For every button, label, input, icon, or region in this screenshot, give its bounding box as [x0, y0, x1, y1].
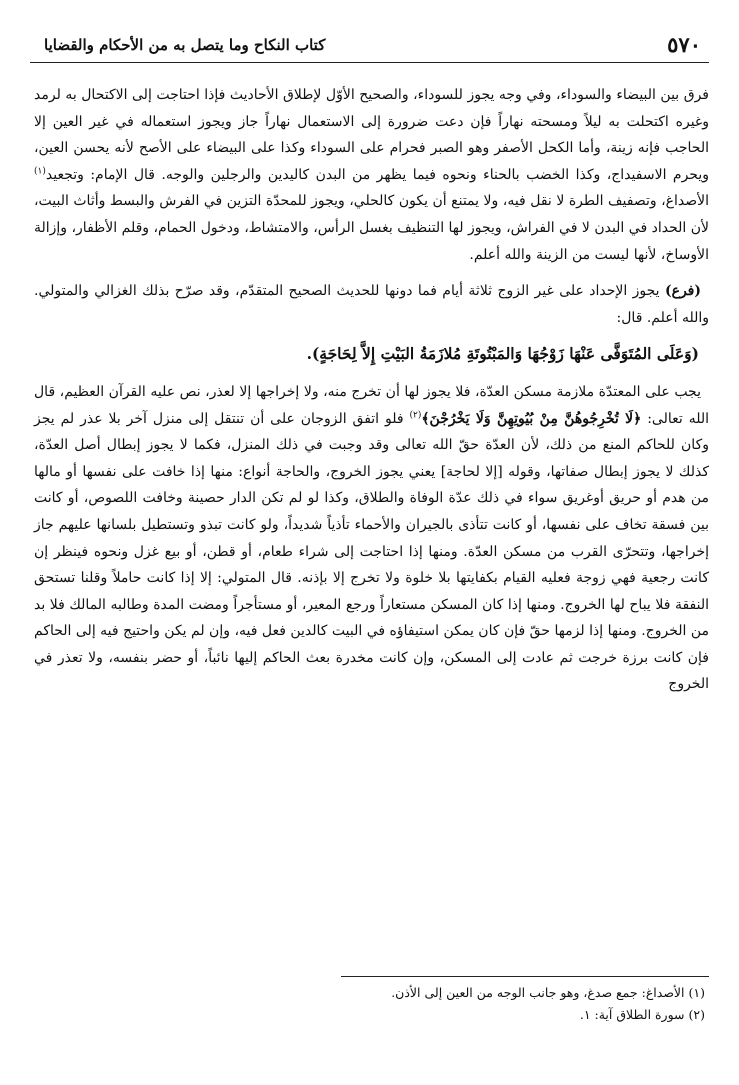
footnote-marker-2: (٢) [409, 409, 422, 420]
footnote-divider [341, 976, 709, 977]
matn-line [34, 341, 709, 369]
branch-label: (فرع) [664, 283, 701, 300]
page-header [30, 30, 709, 63]
running-title: كتاب النكاح وما يتصل به من الأحكام والقضايا [44, 36, 326, 54]
footnote-1: (١) الأصداغ: جمع صدغ، وهو جانب الوجه من العين إلى الأذن. [391, 985, 705, 1000]
matn-text: (وَعَلَى المُتَوَفَّى عَنْهَا زَوْجُهَا وَالمَبْتُوتَةِ مُلازَمَةُ البَيْتِ إِلاَّ لِحَاجَةٍ). [306, 344, 699, 364]
quran-verse: ﴿لَا تُخْرِجُوهُنَّ مِنْ بُيُوتِهِنَّ وَلَا يَخْرُجْنَ﴾ [421, 410, 642, 427]
paragraph-3: يجب على المعتدّة ملازمة مسكن العدّة، فلا يجوز لها أن تخرج منه، ولا إخراجها إلا لعذر، نص عليه القرآن العظيم، قال الله تعالى: ﴿لَا تُخْرِجُوهُنَّ مِنْ بُيُوتِهِنَّ وَلَا يَخْرُجْنَ﴾$^{(٢)}$ فلو اتفق الزوجان على أن تنتقل إلى منزل آخر بلا عذر لم يجز وكان للحاكم المنع من ذلك، لأن العدّة حقّ الله تعالى وقد وجبت في ذلك المنزل، فكما لا يجوز إبطال أصل العدّة، كذلك لا يجوز إبطال صفاتها، وقوله [إلا لحاجة] يعني يجوز الخروج، والحاجة أنواع: منها إذا خافت على نفسها أو مالها من هدم أو حريق أوغريق سواء في ذلك عدّة الوفاة والطلاق، وكذا لو لم تكن الدار حصينة وخافت اللصوص، أو كانت بين فسقة تخاف على نفسها، أو كانت تتأذى بالجيران والأحماء تأذياً شديداً، ولو كانت تبذو وتستطيل بلسانها عليهم جاز إخراجها، وتتحرّى القرب من مسكن العدّة. ومنها إذا احتاجت إلى شراء طعام، أو قطن، أو بيع غزل ونحوه فينظر إن كانت رجعية فهي زوجة فعليه القيام بكفايتها بلا خلوة ولا تخرج إلا بإذنه. قال المتولي: إلا إذا كانت حاملاً وقلنا تستحق النفقة فلا يباح لها الخروج. ومنها إذا كان المسكن مستعاراً ورجع المعير، أو مستأجراً ومضت المدة وطالبه المالك فلا بد من الخروج. ومنها إذا لزمها حقّ فإن كان يمكن استيفاؤه في البيت كالدين فعل فيه، وإن لم يكن واحتيج فيه إلى الحاكم فإن كانت برزة خرجت ثم عادت إلى المسكن، وإن كانت مخدرة بعث الحاكم إليها نائباً، أو حضر بنفسه، ولا تعذر في الخروج [34, 383, 710, 693]
paragraph-1: فرق بين البيضاء والسوداء، وفي وجه يجوز للسوداء، والصحيح الأوّل لإطلاق الأحاديث فإذا احتاجت إلى الاكتحال به لرمد وغيره اكتحلت به ليلاً ومسحته نهاراً فإن دعت ضرورة إلى الاستعمال نهاراً جاز ويجوز استعماله في غير العين إلا الحاجب فإنه زينة، وأما الكحل الأصفر وهو الصبر فحرام على السوداء وكذا على البيضاء على الأصح لأنه يحسن العين، ويحرم الاسفيداج، وكذا الخضب بالحناء ونحوه فيما يظهر من البدن كاليدين والرجلين والوجه. قال الإمام: وتجعيد$^{(١)}$ الأصداغ، وتصفيف الطرة لا نقل فيه، ولا يمتنع أن يكون كالحلي، ويجوز للمحدّة التزين في الفرش والبسط وأثاث البيت، لأن الحداد في البدن لا في الفراش، ويجوز لها التنظيف بغسل الرأس، والامتشاط، ودخول الحمام، وقلم الأظفار، وإزالة الأوساخ، لأنها ليست من الزينة والله أعلم. [34, 87, 709, 263]
page-number: ٥٧٠ [667, 32, 701, 57]
footnotes [34, 982, 705, 1026]
footnote-2: (٢) سورة الطلاق آية: ١. [579, 1007, 705, 1022]
footnote-marker-1: (١) [34, 166, 46, 177]
main-text [34, 82, 709, 698]
paragraph-2: (فرع) يجوز الإحداد على غير الزوج ثلاثة أيام فما دونها للحديث الصحيح المتقدّم، وقد صرّح بذلك الغزالي والمتولي. والله أعلم. قال: [34, 283, 709, 326]
